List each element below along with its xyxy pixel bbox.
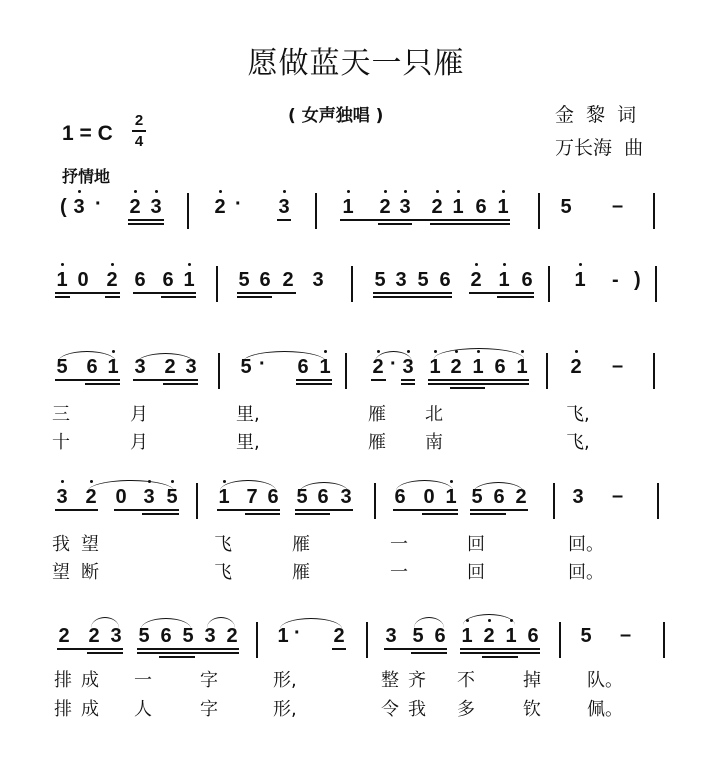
note-2: 2: [282, 269, 294, 291]
note-3: 3: [54, 486, 70, 508]
barline: [187, 193, 189, 229]
barline: [663, 622, 665, 658]
lyric-verse-2: 雁: [368, 432, 386, 453]
note-5: 5: [240, 356, 252, 378]
beam-underline: [55, 292, 120, 294]
octave-up-dot: [90, 480, 93, 483]
lyric-verse-1: 排: [54, 670, 72, 691]
tempo-marking: 抒情地: [62, 167, 111, 186]
octave-up-dot: [219, 190, 222, 193]
beam-underline: [237, 296, 272, 298]
slur-arc: [220, 480, 276, 491]
beam-underline: [85, 383, 120, 385]
note-1: 1: [216, 486, 232, 508]
beam-underline: [384, 648, 447, 650]
dot-augmentation: ·: [95, 193, 102, 215]
note-1: 1: [495, 196, 511, 218]
lyric-verse-1: 字: [200, 670, 218, 691]
note-5: 5: [471, 486, 483, 508]
lyric-verse-2: 字: [200, 699, 218, 720]
beam-underline: [114, 509, 179, 511]
lyric-verse-1: 队。: [587, 670, 623, 691]
note-5: 5: [182, 625, 194, 647]
note-1: 1: [514, 356, 530, 378]
note-5: 5: [296, 486, 308, 508]
slur-arc: [243, 351, 326, 362]
note-1: 1: [340, 196, 356, 218]
note-6: 6: [317, 486, 329, 508]
symbol: -: [612, 269, 619, 291]
beam-underline: [340, 219, 510, 221]
note-2: 2: [127, 196, 143, 218]
lyric-verse-1: 回。: [568, 534, 604, 555]
beam-underline: [128, 219, 164, 221]
note-3: 3: [141, 486, 157, 508]
note-3: 3: [340, 486, 352, 508]
dot-augmentation: ·: [294, 622, 301, 644]
octave-up-dot: [407, 350, 410, 353]
note-5: 5: [56, 356, 68, 378]
beam-underline: [450, 387, 485, 389]
note-5: 5: [238, 269, 250, 291]
note-6: 6: [475, 196, 487, 218]
beam-underline: [161, 296, 196, 298]
note-6: 6: [267, 486, 279, 508]
note-3: 3: [572, 486, 584, 508]
octave-up-dot: [475, 263, 478, 266]
beam-underline: [393, 509, 458, 511]
beam-underline: [401, 379, 415, 381]
slur-arc: [207, 617, 235, 628]
lyric-verse-1: 一: [134, 670, 152, 691]
note-5: 5: [138, 625, 150, 647]
note-3: 3: [204, 625, 216, 647]
song-title: 愿做蓝天一只雁: [247, 46, 465, 81]
sustain-dash: –: [612, 485, 624, 507]
lyric-verse-1: 三: [52, 404, 70, 425]
octave-up-dot: [579, 263, 582, 266]
note-1: 1: [181, 269, 197, 291]
note-6: 6: [434, 625, 446, 647]
octave-up-dot: [188, 263, 191, 266]
note-3: 3: [385, 625, 397, 647]
note-6: 6: [86, 356, 98, 378]
note-1: 1: [503, 625, 519, 647]
sustain-dash: –: [620, 624, 632, 646]
beam-underline: [159, 656, 195, 658]
lyric-verse-2: 雁: [292, 562, 310, 583]
lyric-verse-2: 一: [390, 562, 408, 583]
lyric-verse-2: 回。: [568, 562, 604, 583]
note-3: 3: [71, 196, 87, 218]
note-5: 5: [580, 625, 592, 647]
beam-underline: [87, 652, 123, 654]
note-6: 6: [527, 625, 539, 647]
octave-up-dot: [78, 190, 81, 193]
beam-underline: [460, 652, 540, 654]
note-1: 1: [459, 625, 475, 647]
lyric-verse-2: 佩。: [587, 699, 623, 720]
note-1: 1: [317, 356, 333, 378]
note-2: 2: [468, 269, 484, 291]
note-6: 6: [494, 356, 506, 378]
barline: [218, 353, 220, 389]
lyric-verse-1: 飞: [214, 534, 232, 555]
note-1: 1: [277, 625, 289, 647]
beam-underline: [142, 513, 179, 515]
slur-arc: [299, 482, 349, 493]
note-5: 5: [560, 196, 572, 218]
barline: [553, 483, 555, 519]
lyric-verse-1: 望: [81, 534, 99, 555]
beam-underline: [371, 379, 386, 381]
beam-underline: [422, 513, 458, 515]
note-2: 2: [377, 196, 393, 218]
barline: [546, 353, 548, 389]
barline: [366, 622, 368, 658]
beam-underline: [237, 292, 296, 294]
beam-underline: [57, 648, 123, 650]
lyric-verse-2: 十: [52, 432, 70, 453]
beam-underline: [373, 296, 452, 298]
note-6: 6: [493, 486, 505, 508]
time-signature-top: 2: [134, 112, 144, 129]
beam-underline: [128, 223, 164, 225]
beam-underline: [245, 513, 280, 515]
note-1: 1: [54, 269, 70, 291]
note-6: 6: [160, 625, 172, 647]
beam-underline: [411, 652, 447, 654]
octave-up-dot: [171, 480, 174, 483]
barline: [538, 193, 540, 229]
time-signature-bottom: 4: [134, 133, 144, 150]
lyric-verse-2: 断: [81, 562, 99, 583]
octave-up-dot: [404, 190, 407, 193]
key-signature: 1 = C: [62, 122, 113, 145]
lyric-verse-2: 飞,: [566, 432, 590, 453]
lyric-verse-1: 北: [425, 404, 443, 425]
octave-up-dot: [502, 190, 505, 193]
note-2: 2: [88, 625, 100, 647]
note-3: 3: [134, 356, 146, 378]
beam-underline: [470, 509, 528, 511]
lyric-verse-2: 人: [134, 699, 152, 720]
octave-up-dot: [223, 480, 226, 483]
lyric-verse-2: 多: [457, 699, 475, 720]
slur-arc: [463, 614, 515, 625]
parenthesis: (: [60, 196, 67, 218]
barline: [196, 483, 198, 519]
lyric-verse-1: 不: [457, 670, 475, 691]
beam-underline: [482, 656, 518, 658]
beam-underline: [163, 383, 198, 385]
note-2: 2: [481, 625, 497, 647]
beam-underline: [497, 296, 534, 298]
lyric-verse-1: 里,: [236, 404, 260, 425]
note-5: 5: [164, 486, 180, 508]
slur-arc: [91, 617, 119, 628]
beam-underline: [217, 509, 280, 511]
note-6: 6: [521, 269, 533, 291]
beam-underline: [428, 383, 529, 385]
dot-augmentation: ·: [235, 193, 242, 215]
barline: [653, 353, 655, 389]
beam-underline: [55, 296, 70, 298]
beam-underline: [428, 379, 529, 381]
note-2: 2: [212, 196, 228, 218]
dot-augmentation: ·: [259, 353, 266, 375]
note-3: 3: [110, 625, 122, 647]
note-6: 6: [162, 269, 174, 291]
beam-underline: [137, 648, 239, 650]
octave-up-dot: [377, 350, 380, 353]
lyric-verse-2: 形,: [273, 699, 297, 720]
lyric-verse-1: 掉: [523, 670, 541, 691]
octave-up-dot: [324, 350, 327, 353]
lyric-verse-2: 成: [81, 699, 99, 720]
lyric-verse-1: 雁: [292, 534, 310, 555]
time-signature: [132, 112, 146, 150]
barline: [315, 193, 317, 229]
sustain-dash: –: [612, 195, 624, 217]
note-1: 1: [105, 356, 121, 378]
note-2: 2: [448, 356, 464, 378]
barline: [374, 483, 376, 519]
octave-up-dot: [111, 263, 114, 266]
note-6: 6: [297, 356, 309, 378]
octave-up-dot: [457, 190, 460, 193]
lyric-verse-2: 飞: [214, 562, 232, 583]
beam-underline: [105, 296, 120, 298]
lyric-verse-2: 钦: [523, 699, 541, 720]
beam-underline: [430, 223, 510, 225]
composer-credit: 万长海 曲: [555, 137, 644, 159]
slur-arc: [473, 482, 524, 493]
performance-type: ( 女声独唱 ): [288, 106, 384, 126]
octave-up-dot: [521, 350, 524, 353]
lyric-verse-1: 整: [381, 670, 399, 691]
lyric-verse-1: 月: [130, 404, 148, 425]
barline: [345, 353, 347, 389]
note-2: 2: [164, 356, 176, 378]
octave-up-dot: [134, 190, 137, 193]
octave-up-dot: [61, 480, 64, 483]
beam-underline: [378, 223, 412, 225]
time-signature-divider: [132, 130, 146, 132]
barline: [351, 266, 353, 302]
note-3: 3: [400, 356, 416, 378]
note-3: 3: [397, 196, 413, 218]
note-1: 1: [450, 196, 466, 218]
note-3: 3: [395, 269, 407, 291]
octave-up-dot: [436, 190, 439, 193]
note-2: 2: [83, 486, 99, 508]
lyric-verse-2: 我: [408, 699, 426, 720]
beam-underline: [470, 513, 506, 515]
lyric-verse-2: 里,: [236, 432, 260, 453]
note-1: 1: [443, 486, 459, 508]
note-6: 6: [439, 269, 451, 291]
sustain-dash: –: [612, 355, 624, 377]
beam-underline: [133, 379, 198, 381]
octave-up-dot: [384, 190, 387, 193]
note-0: 0: [423, 486, 435, 508]
slur-arc: [434, 348, 524, 359]
note-2: 2: [226, 625, 238, 647]
beam-underline: [401, 383, 415, 385]
note-2: 2: [370, 356, 386, 378]
beam-underline: [55, 379, 120, 381]
barline: [653, 193, 655, 229]
lyric-verse-1: 回: [467, 534, 485, 555]
note-2: 2: [568, 356, 584, 378]
note-3: 3: [148, 196, 164, 218]
lyric-verse-1: 齐: [408, 670, 426, 691]
beam-underline: [295, 513, 330, 515]
note-2: 2: [429, 196, 445, 218]
beam-underline: [277, 219, 291, 221]
beam-underline: [133, 292, 196, 294]
note-0: 0: [77, 269, 89, 291]
note-1: 1: [427, 356, 443, 378]
lyric-verse-1: 飞,: [566, 404, 590, 425]
note-6: 6: [134, 269, 146, 291]
note-3: 3: [312, 269, 324, 291]
octave-up-dot: [575, 350, 578, 353]
note-1: 1: [572, 269, 588, 291]
barline: [256, 622, 258, 658]
barline: [548, 266, 550, 302]
octave-up-dot: [112, 350, 115, 353]
beam-underline: [469, 292, 534, 294]
octave-up-dot: [450, 480, 453, 483]
note-2: 2: [333, 625, 345, 647]
note-5: 5: [412, 625, 424, 647]
octave-up-dot: [347, 190, 350, 193]
note-1: 1: [496, 269, 512, 291]
lyric-verse-1: 一: [390, 534, 408, 555]
parenthesis: ): [634, 269, 641, 291]
dot-augmentation: ·: [390, 353, 397, 375]
lyric-verse-1: 雁: [368, 404, 386, 425]
lyric-verse-2: 月: [130, 432, 148, 453]
note-3: 3: [185, 356, 197, 378]
note-1: 1: [470, 356, 486, 378]
beam-underline: [296, 379, 332, 381]
beam-underline: [295, 509, 353, 511]
beam-underline: [460, 648, 540, 650]
note-5: 5: [374, 269, 386, 291]
slur-arc: [280, 618, 342, 629]
barline: [559, 622, 561, 658]
lyric-verse-1: 形,: [273, 670, 297, 691]
note-6: 6: [259, 269, 271, 291]
lyric-verse-1: 我: [52, 534, 70, 555]
lyricist-credit: 金 黎 词: [555, 104, 637, 126]
beam-underline: [137, 652, 239, 654]
barline: [216, 266, 218, 302]
octave-up-dot: [434, 350, 437, 353]
barline: [657, 483, 659, 519]
beam-underline: [332, 648, 346, 650]
lyric-verse-1: 成: [81, 670, 99, 691]
lyric-verse-2: 令: [381, 699, 399, 720]
note-6: 6: [394, 486, 406, 508]
note-2: 2: [515, 486, 527, 508]
note-2: 2: [58, 625, 70, 647]
lyric-verse-2: 回: [467, 562, 485, 583]
slur-arc: [136, 353, 195, 364]
beam-underline: [373, 292, 452, 294]
slur-arc: [396, 480, 453, 491]
note-5: 5: [417, 269, 429, 291]
slur-arc: [58, 351, 116, 362]
octave-up-dot: [61, 263, 64, 266]
octave-up-dot: [155, 190, 158, 193]
note-7: 7: [246, 486, 258, 508]
barline: [655, 266, 657, 302]
slur-arc: [141, 618, 191, 629]
lyric-verse-2: 望: [52, 562, 70, 583]
beam-underline: [55, 509, 98, 511]
slur-arc: [375, 351, 412, 362]
lyric-verse-2: 排: [54, 699, 72, 720]
octave-up-dot: [503, 263, 506, 266]
note-2: 2: [104, 269, 120, 291]
slur-arc: [414, 617, 444, 628]
octave-up-dot: [283, 190, 286, 193]
note-0: 0: [115, 486, 127, 508]
beam-underline: [296, 383, 332, 385]
note-3: 3: [276, 196, 292, 218]
lyric-verse-2: 南: [425, 432, 443, 453]
slur-arc: [88, 480, 174, 491]
